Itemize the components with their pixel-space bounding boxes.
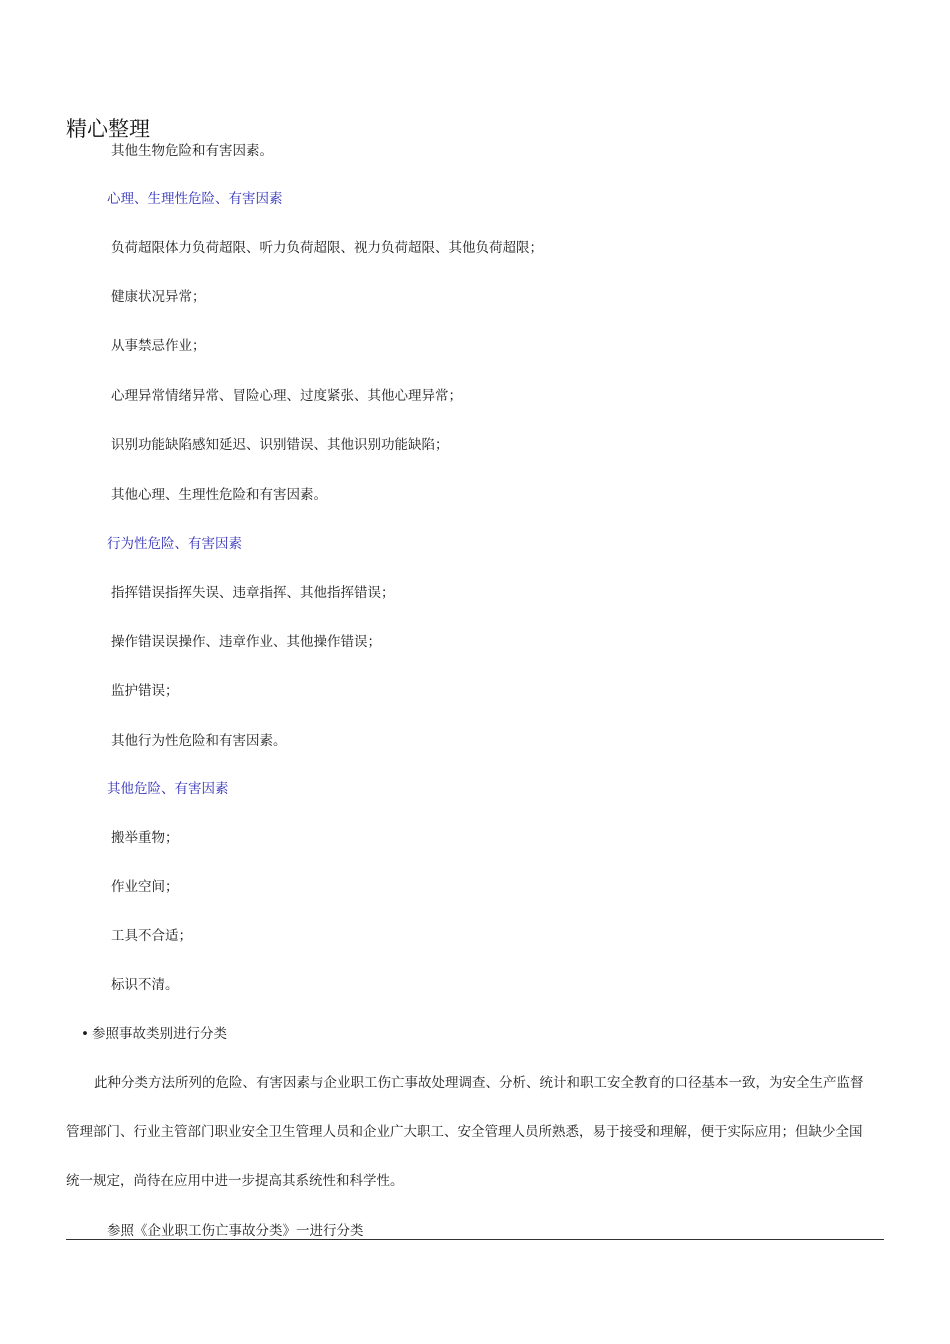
bullet-text: 参照事故类别进行分类 xyxy=(91,1026,227,1042)
paragraph-line: 管理部门、行业主管部门职业安全卫生管理人员和企业广大职工、安全管理人员所熟悉，易于接受和理解，便于实际应用；但缺少全国 xyxy=(66,1124,863,1140)
reference-line: 参照《企业职工伤亡事故分类》一进行分类 xyxy=(107,1223,364,1239)
list-item: 其他心理、生理性危险和有害因素。 xyxy=(111,487,327,503)
list-item: 操作错误误操作、违章作业、其他操作错误； xyxy=(111,634,381,650)
list-item: 其他生物危险和有害因素。 xyxy=(111,143,273,159)
list-item: 工具不合适； xyxy=(111,928,192,944)
list-item: 其他行为性危险和有害因素。 xyxy=(111,733,287,749)
footer-divider xyxy=(66,1239,884,1240)
list-item: 作业空间； xyxy=(111,879,179,895)
list-item: 指挥错误指挥失误、违章指挥、其他指挥错误； xyxy=(111,585,395,601)
list-item: 搬举重物； xyxy=(111,830,179,846)
list-item: 识别功能缺陷感知延迟、识别错误、其他识别功能缺陷； xyxy=(111,437,449,453)
list-item: 心理异常情绪异常、冒险心理、过度紧张、其他心理异常； xyxy=(111,388,462,404)
bullet-item xyxy=(81,1024,227,1044)
section-heading-other: 其他危险、有害因素 xyxy=(107,781,229,797)
page-header-title: 精心整理 xyxy=(66,117,150,141)
list-item: 健康状况异常； xyxy=(111,289,206,305)
section-heading-psychological: 心理、生理性危险、有害因素 xyxy=(107,191,283,207)
paragraph-line: 此种分类方法所列的危险、有害因素与企业职工伤亡事故处理调查、分析、统计和职工安全教育的口径基本一致，为安全生产监督 xyxy=(94,1075,864,1091)
bullet-icon: • xyxy=(81,1026,89,1042)
list-item: 负荷超限体力负荷超限、听力负荷超限、视力负荷超限、其他负荷超限； xyxy=(111,240,543,256)
list-item: 标识不清。 xyxy=(111,977,179,993)
paragraph-line: 统一规定，尚待在应用中进一步提高其系统性和科学性。 xyxy=(66,1173,404,1189)
list-item: 从事禁忌作业； xyxy=(111,338,206,354)
list-item: 监护错误； xyxy=(111,683,179,699)
section-heading-behavioral: 行为性危险、有害因素 xyxy=(107,536,242,552)
